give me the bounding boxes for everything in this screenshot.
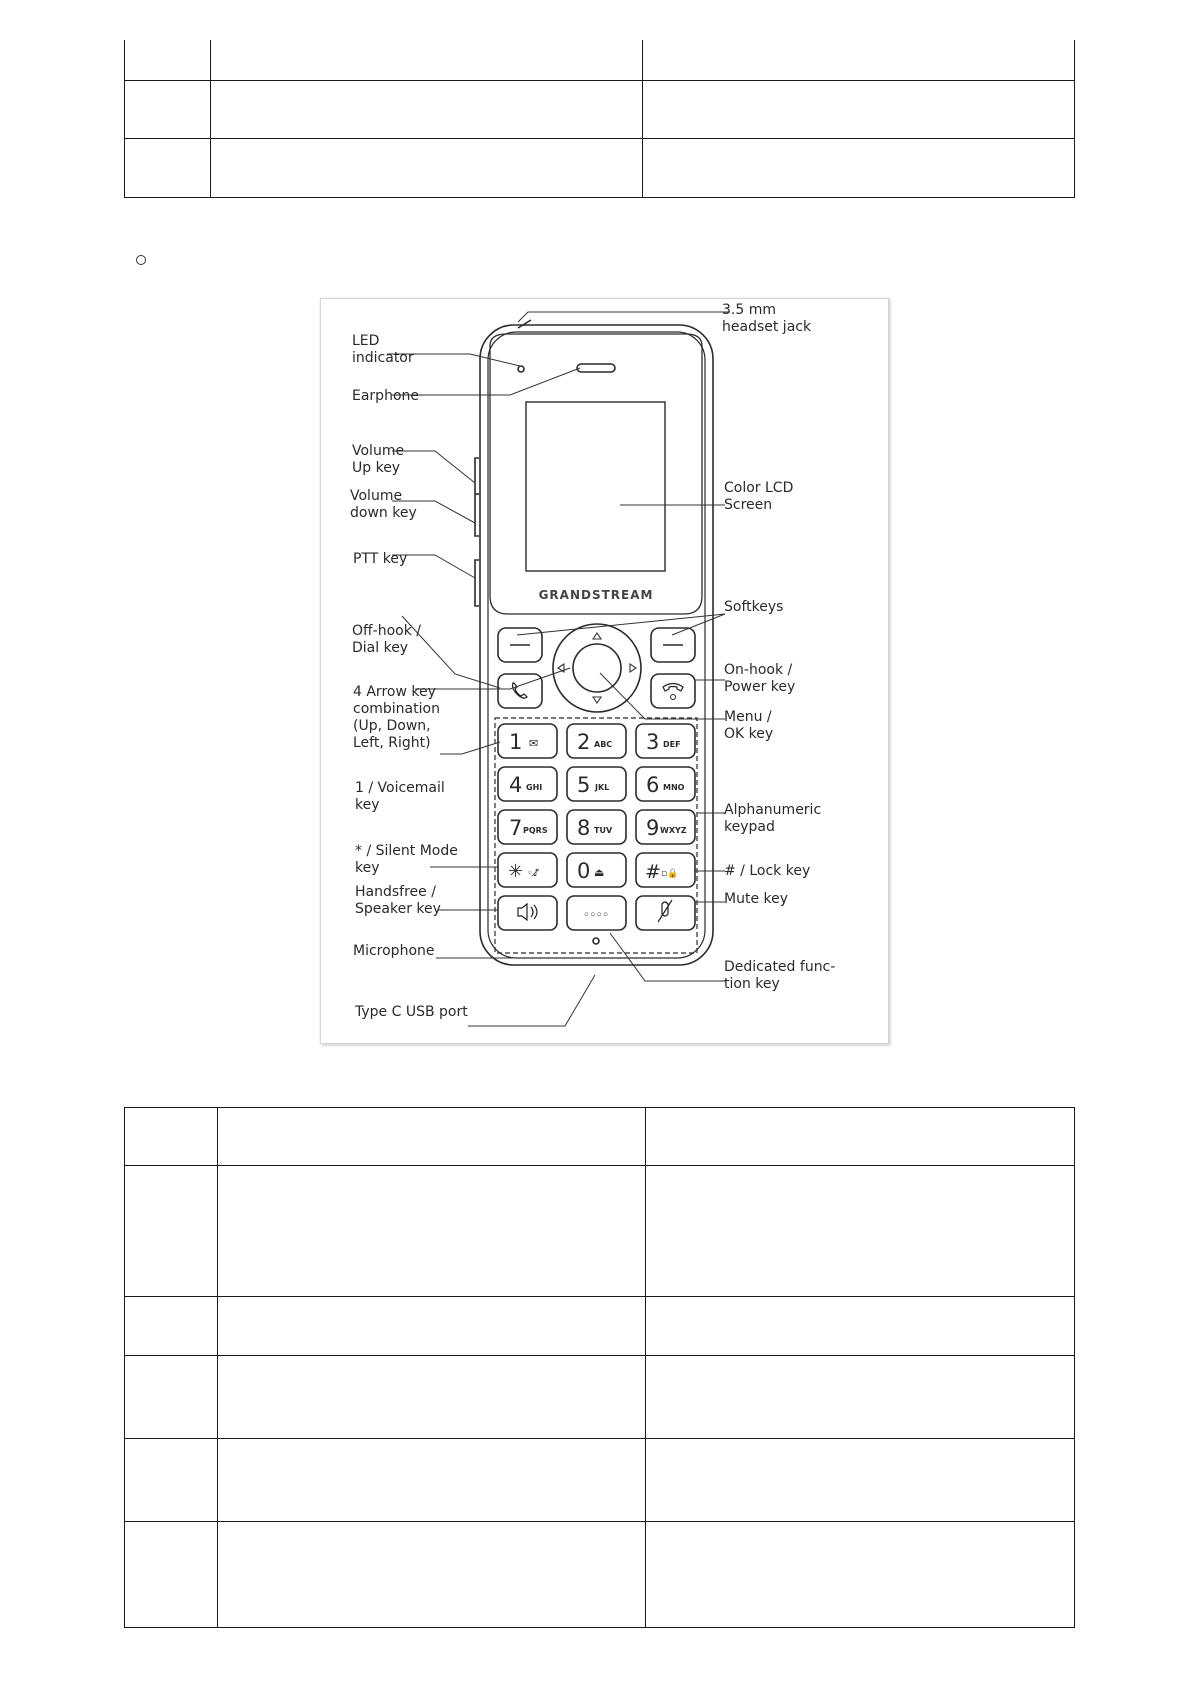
speaker-icon: [518, 904, 537, 920]
key-1-digit: 1: [509, 730, 523, 754]
hangup-phone-icon: [663, 684, 683, 692]
label-arrow-2: combination: [353, 701, 440, 717]
key-7-digit: 7: [509, 816, 523, 840]
top-table: [124, 40, 1075, 198]
lcd-screen: [526, 402, 665, 571]
label-volume-up-1: Volume: [352, 443, 405, 459]
silent-mode-icon: ◦♪̸: [527, 868, 540, 879]
key-2-digit: 2: [577, 730, 591, 754]
label-offhook-2: Dial key: [352, 640, 409, 656]
table-cell: [125, 1166, 218, 1297]
table-cell: [125, 1297, 218, 1356]
table-row: [125, 81, 1075, 139]
label-usb: Type C USB port: [355, 1004, 468, 1020]
label-lcd-2: Screen: [724, 497, 773, 513]
label-offhook-1: Off-hook /: [352, 623, 421, 639]
label-jack-1: 3.5 mm: [722, 302, 776, 318]
ok-key[interactable]: [573, 644, 621, 692]
label-silent-2: key: [355, 860, 380, 876]
offhook-key[interactable]: [498, 674, 542, 708]
table-row: [125, 1356, 1075, 1439]
key-5-digit: 5: [577, 773, 591, 797]
key-4-letters: GHI: [526, 783, 543, 792]
table-cell: [125, 139, 211, 198]
table-cell: [125, 1356, 218, 1439]
table-cell: [218, 1297, 646, 1356]
label-softkeys: Softkeys: [724, 599, 784, 615]
onhook-key[interactable]: [651, 674, 695, 708]
table-cell: [646, 1297, 1075, 1356]
key-4-digit: 4: [509, 773, 523, 797]
arrow-key-ring[interactable]: [553, 624, 641, 712]
label-volume-down-1: Volume: [350, 488, 403, 504]
label-menu-2: OK key: [724, 726, 774, 742]
key-6-digit: 6: [646, 773, 660, 797]
label-onhook-1: On-hook /: [724, 662, 793, 678]
label-dedicated-1: Dedicated func-: [724, 959, 836, 975]
label-arrow-3: (Up, Down,: [353, 718, 431, 734]
label-onhook-2: Power key: [724, 679, 796, 695]
key-hash-symbol: #: [645, 861, 661, 883]
table-row: [125, 139, 1075, 198]
label-arrow-4: Left, Right): [353, 735, 431, 751]
table-cell: [218, 1522, 646, 1628]
label-arrow-1: 4 Arrow key: [353, 684, 436, 700]
key-9-digit: 9: [646, 816, 660, 840]
leader-voicemail: [440, 742, 500, 754]
microphone-icon: [593, 938, 599, 944]
table-cell: [643, 139, 1075, 198]
table-cell: [646, 1522, 1075, 1628]
label-silent-1: * / Silent Mode: [355, 843, 458, 859]
brand-logo: GRANDSTREAM: [538, 588, 654, 602]
label-earphone: Earphone: [352, 388, 419, 404]
table-cell: [125, 1108, 218, 1166]
voicemail-icon: ✉: [529, 737, 539, 750]
table-cell: [646, 1108, 1075, 1166]
table-cell: [646, 1166, 1075, 1297]
label-alnum-1: Alphanumeric: [724, 802, 822, 818]
leader-vol-up: [392, 451, 475, 483]
label-microphone: Microphone: [353, 943, 435, 959]
list-bullet: [136, 255, 146, 265]
key-5-letters: JKL: [595, 783, 610, 792]
label-dedicated-2: tion key: [724, 976, 780, 992]
headset-jack: [518, 320, 531, 328]
earphone-icon: [577, 364, 615, 372]
label-led-1: LED: [352, 333, 380, 349]
key-1[interactable]: [498, 724, 557, 758]
table-cell: [218, 1356, 646, 1439]
label-ptt: PTT key: [353, 551, 408, 567]
table-cell: [218, 1108, 646, 1166]
key-8-digit: 8: [577, 816, 591, 840]
table-cell: [125, 1522, 218, 1628]
table-cell: [125, 81, 211, 139]
label-speaker-2: Speaker key: [355, 901, 441, 917]
key-2-letters: ABC: [594, 740, 613, 749]
arrow-down-icon: [593, 697, 601, 703]
led-icon: [518, 366, 524, 372]
label-voicemail-1: 1 / Voicemail: [355, 780, 445, 796]
table-row: [125, 40, 1075, 81]
label-volume-down-2: down key: [350, 505, 417, 521]
label-menu-1: Menu /: [724, 709, 772, 725]
key-3-letters: DEF: [663, 740, 681, 749]
label-led-2: indicator: [352, 350, 414, 366]
dedicated-key-dots: ◦◦◦◦: [583, 910, 609, 921]
table-cell: [218, 1166, 646, 1297]
table-row: [125, 1522, 1075, 1628]
table-row: [125, 1166, 1075, 1297]
power-icon: [671, 695, 676, 700]
table-cell: [218, 1439, 646, 1522]
table-cell: [211, 139, 643, 198]
label-jack-2: headset jack: [722, 319, 812, 335]
key-8-letters: TUV: [594, 826, 613, 835]
arrow-right-icon: [630, 664, 636, 672]
table-row: [125, 1439, 1075, 1522]
label-voicemail-2: key: [355, 797, 380, 813]
mute-icon: [658, 900, 672, 922]
table-cell: [211, 40, 643, 81]
table-cell: [643, 40, 1075, 81]
table-cell: [646, 1356, 1075, 1439]
label-speaker-1: Handsfree /: [355, 884, 436, 900]
leader-dedicated: [610, 933, 725, 981]
table-cell: [125, 40, 211, 81]
bottom-table: [124, 1107, 1075, 1628]
table-cell: [643, 81, 1075, 139]
key-9-letters: WXYZ: [660, 826, 687, 835]
ptt-key: [475, 560, 479, 606]
table-cell: [211, 81, 643, 139]
mute-key[interactable]: [636, 896, 695, 930]
key-0-digit: 0: [577, 859, 591, 883]
leader-usb: [468, 975, 595, 1026]
key-star-symbol: ✳: [508, 861, 524, 882]
table-header-row: [125, 1108, 1075, 1166]
key-6-letters: MNO: [663, 783, 685, 792]
key-0-icon: ⏏: [594, 866, 605, 879]
front-panel: [490, 334, 702, 614]
key-7-letters: PQRS: [523, 826, 548, 835]
label-lock: # / Lock key: [724, 863, 811, 879]
label-alnum-2: keypad: [724, 819, 775, 835]
key-3-digit: 3: [646, 730, 660, 754]
phone-diagram: [320, 298, 887, 1042]
label-mute: Mute key: [724, 891, 789, 907]
arrow-up-icon: [593, 633, 601, 639]
leader-earphone: [392, 368, 580, 395]
leader-jack: [518, 312, 730, 322]
label-lcd-1: Color LCD: [724, 480, 794, 496]
table-cell: [646, 1439, 1075, 1522]
table-row: [125, 1297, 1075, 1356]
lock-icon: ▫🔒: [661, 869, 679, 879]
table-cell: [125, 1439, 218, 1522]
volume-keys: [475, 458, 479, 536]
label-volume-up-2: Up key: [352, 460, 401, 476]
